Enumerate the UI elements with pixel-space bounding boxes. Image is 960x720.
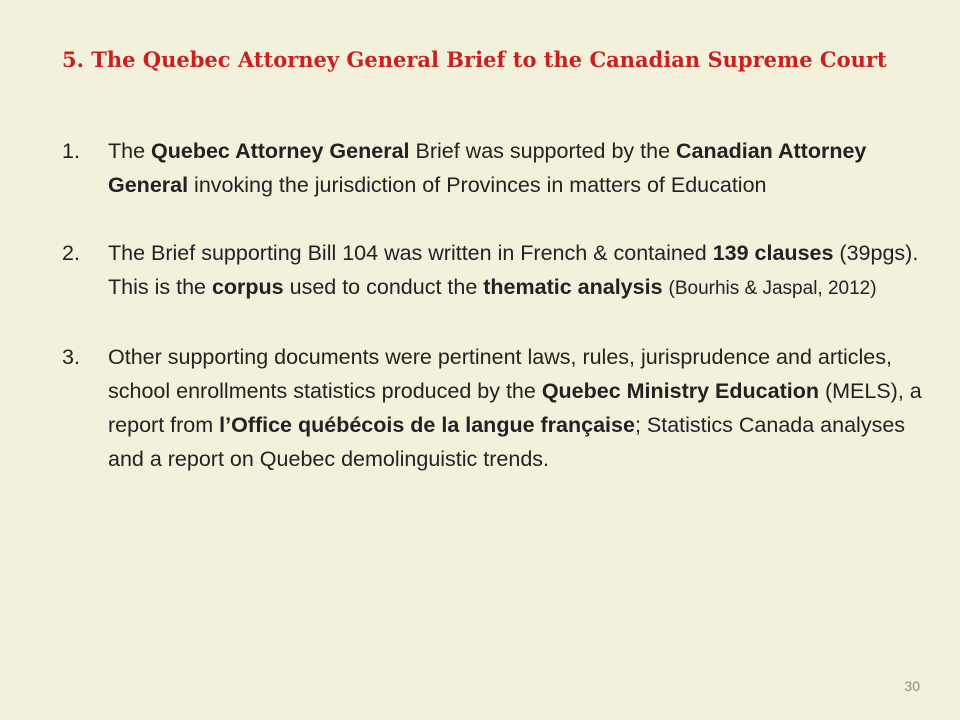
item-emphasis: 139 clauses <box>712 241 834 265</box>
item-number: 2. <box>62 241 80 265</box>
item-emphasis: Quebec Attorney General <box>151 139 410 163</box>
item-text: ; Statistics Canada analyses and a report on Quebec demolinguistic trends. <box>108 413 906 471</box>
citation: (Bourhis & Jaspal, 2012) <box>668 278 877 299</box>
item-text: (39pgs). This is the <box>108 241 919 299</box>
page-number: 30 <box>904 678 920 694</box>
item-text: (MELS), a report from <box>108 379 922 437</box>
list-item-3 <box>62 340 922 476</box>
numbered-list <box>62 134 922 510</box>
item-emphasis: Canadian Attorney General <box>108 139 867 197</box>
list-item-2 <box>62 236 922 306</box>
item-number: 1. <box>62 139 80 163</box>
item-text: The Brief supporting Bill 104 was written in French & contained <box>108 241 713 265</box>
item-emphasis: thematic analysis <box>483 275 663 299</box>
item-text: The <box>108 139 152 163</box>
slide-title: 5. The Quebec Attorney General Brief to the Canadian Supreme Court <box>62 47 887 72</box>
item-text: Brief was supported by the <box>409 139 677 163</box>
item-text: invoking the jurisdiction of Provinces in matters of Education <box>188 173 767 197</box>
item-emphasis: corpus <box>211 275 284 299</box>
item-text: used to conduct the <box>283 275 484 299</box>
item-number: 3. <box>62 345 80 369</box>
item-text: Other supporting documents were pertinent laws, rules, jurisprudence and articles, school enrollments statistics produced by the <box>108 345 892 403</box>
item-emphasis: l’Office québécois de la langue française <box>219 413 635 437</box>
item-emphasis: Quebec Ministry Education <box>541 379 819 403</box>
list-item-1 <box>62 134 922 202</box>
